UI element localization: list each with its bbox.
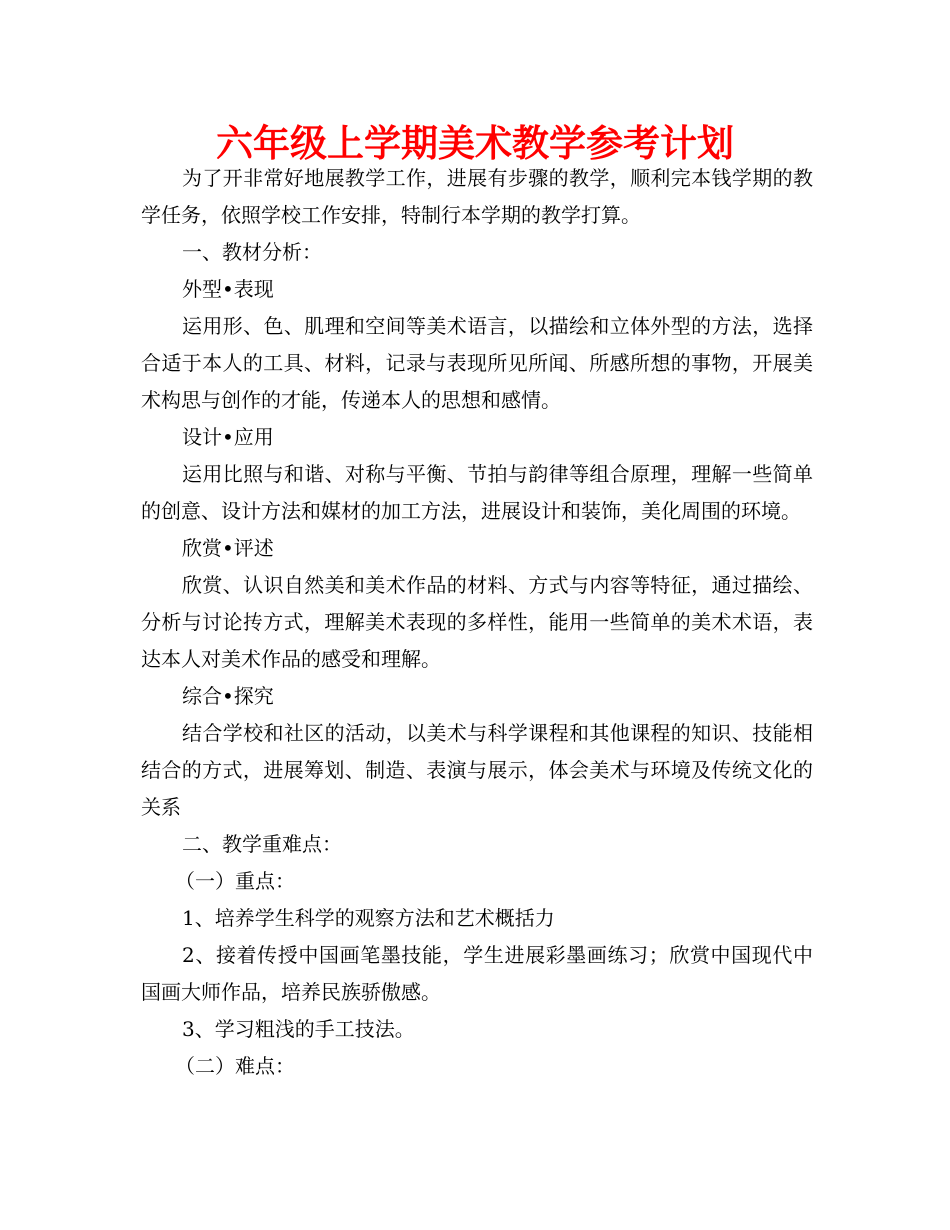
list-item-3: 3、学习粗浅的手工技法。 (182, 1017, 415, 1041)
subheading-design: 设计•应用 (182, 425, 274, 449)
subheading-modeling: 外型•表现 (182, 277, 274, 301)
paragraph-synthesis: 结合学校和社区的活动，以美术与科学课程和其他课程的知识、技能相结合的方式，进展筹划、制造、表演与展示，体会美术与环境及传统文化的关系 (141, 721, 813, 819)
subheading-appreciation: 欣赏•评述 (182, 536, 274, 560)
paragraph-design: 运用比照与和谐、对称与平衡、节拍与韵律等组合原理，理解一些简单的创意、设计方法和媒材的加工方法，进展设计和装饰，美化周围的环境。 (141, 462, 813, 523)
section-heading-materials: 一、教材分析： (182, 240, 322, 264)
subheading-focus: （一）重点： (175, 869, 295, 893)
list-item-2: 2、接着传授中国画笔墨技能，学生进展彩墨画练习；欣赏中国现代中国画大师作品，培养民族骄傲感。 (141, 943, 813, 1004)
document-title: 六年级上学期美术教学参考计划 (216, 122, 734, 165)
subheading-difficulty: （二）难点： (175, 1054, 295, 1078)
section-heading-key-points: 二、教学重难点： (182, 832, 342, 856)
list-item-1: 1、培养学生科学的观察方法和艺术概括力 (182, 906, 555, 930)
paragraph-modeling: 运用形、色、肌理和空间等美术语言，以描绘和立体外型的方法，选择合适于本人的工具、材料，记录与表现所见所闻、所感所想的事物，开展美术构思与创作的才能，传递本人的思想和感情。 (141, 314, 813, 412)
intro-paragraph: 为了开非常好地展教学工作，进展有步骤的教学，顺利完本钱学期的教学任务，依照学校工作安排，特制行本学期的教学打算。 (141, 166, 813, 227)
subheading-synthesis: 综合•探究 (182, 684, 274, 708)
document-body (141, 160, 813, 1085)
paragraph-appreciation: 欣赏、认识自然美和美术作品的材料、方式与内容等特征，通过描绘、分析与讨论抟方式，理解美术表现的多样性，能用一些简单的美术术语，表达本人对美术作品的感受和理解。 (141, 573, 813, 671)
